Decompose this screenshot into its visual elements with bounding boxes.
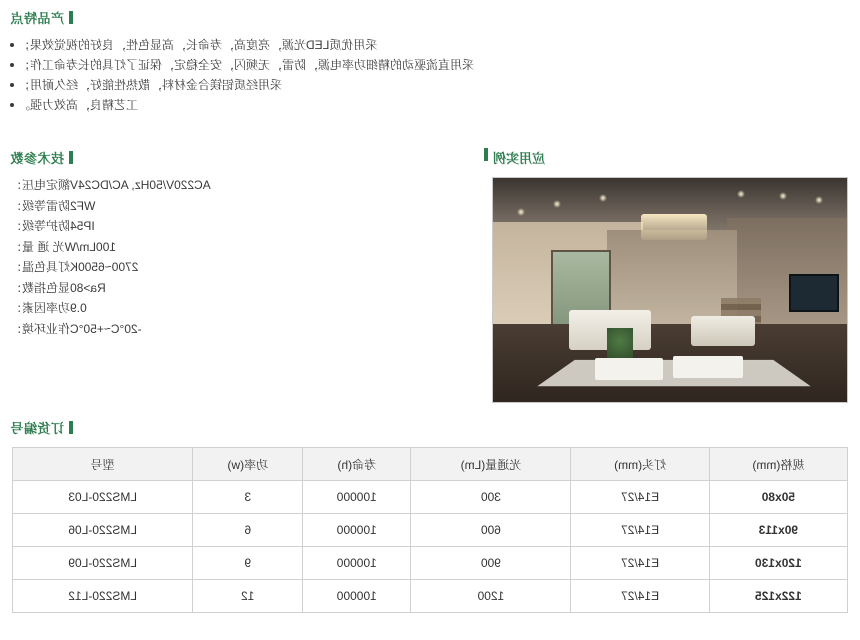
heading-bar-icon (484, 148, 488, 161)
param-row (10, 175, 340, 196)
param-row (10, 196, 340, 217)
product-features-heading-label: 产品特点 (10, 11, 65, 26)
column-header-lamp-base: 灯头(mm) (571, 448, 709, 481)
cell-spec: 90x113 (709, 514, 847, 547)
param-row (10, 278, 340, 299)
column-header-spec: 规格(mm) (709, 448, 847, 481)
param-row (10, 216, 340, 237)
table-row (13, 514, 848, 547)
param-value: Ra>80 (70, 280, 106, 295)
heading-bar-icon (69, 11, 73, 24)
cell-lifetime: 100000 (303, 580, 411, 613)
column-header-luminous-flux: 光通量(Lm) (411, 448, 571, 481)
list-item (10, 35, 860, 55)
photo-chandelier (641, 214, 707, 240)
product-features-heading (10, 8, 860, 27)
order-code-heading (10, 418, 860, 437)
technical-parameters-heading-label: 技术参数 (10, 151, 65, 166)
table-row (13, 481, 848, 514)
feature-text: 采用优质LED光源，亮度高，寿命长，高显色性，良好的视觉效果； (18, 38, 378, 52)
param-value: 0.9 (70, 301, 87, 315)
param-label: 防雷等级： (10, 198, 71, 213)
cell-luminous-flux: 1200 (411, 580, 571, 613)
cell-model: LMS220-L09 (13, 547, 193, 580)
param-label: 光 通 量： (10, 239, 65, 254)
param-label: 功率因素： (10, 301, 71, 315)
cell-lamp-base: E14/27 (571, 514, 709, 547)
cell-lamp-base: E14/27 (571, 481, 709, 514)
photo-downlight (737, 190, 745, 198)
cell-luminous-flux: 300 (411, 481, 571, 514)
product-features-section (0, 8, 860, 115)
photo-downlight (599, 194, 607, 202)
heading-bar-icon (69, 151, 73, 164)
column-header-power: 功率(w) (193, 448, 303, 481)
cell-lifetime: 100000 (303, 481, 411, 514)
list-item (10, 55, 860, 75)
cell-spec: 122x125 (709, 580, 847, 613)
param-label: 显色指数： (10, 280, 71, 295)
cell-power: 9 (193, 547, 303, 580)
feature-text: 采用经质铝镁合金材料，散热性能好，经久耐用； (18, 78, 283, 92)
feature-text: 采用直流驱动的精细功率电源，防雷，无频闪，安全稳定，保证了灯具的长寿命工作； (18, 58, 475, 72)
cell-power: 12 (193, 580, 303, 613)
heading-bar-icon (69, 421, 73, 434)
application-example-heading-label: 应用实例 (493, 151, 546, 166)
table-body (13, 481, 848, 613)
param-value: AC220V/50Hz, AC/DC24V (70, 178, 211, 192)
cell-luminous-flux: 900 (411, 547, 571, 580)
feature-text: 工艺精良，高效力强。 (18, 98, 139, 112)
param-value: WF2 (70, 198, 96, 213)
param-label: 额定电压： (10, 178, 71, 192)
bullet-icon (10, 83, 14, 87)
cell-model: LMS220-L12 (13, 580, 193, 613)
application-example-section (478, 148, 848, 403)
list-item (10, 95, 860, 115)
order-code-table (12, 447, 848, 613)
cell-lifetime: 100000 (303, 514, 411, 547)
order-code-section (0, 418, 860, 613)
cell-spec: 50x80 (709, 481, 847, 514)
param-label: 灯具色温： (10, 260, 71, 274)
order-code-heading-label: 订货编号 (10, 421, 65, 436)
param-row (10, 257, 340, 278)
technical-parameters-section (10, 148, 340, 339)
cell-lifetime: 100000 (303, 547, 411, 580)
interior-living-room-photo (492, 177, 848, 403)
param-row (10, 237, 340, 258)
cell-luminous-flux: 600 (411, 514, 571, 547)
bullet-icon (10, 103, 14, 107)
bullet-icon (10, 43, 14, 47)
param-row (10, 298, 340, 319)
table-row (13, 580, 848, 613)
table-row (13, 547, 848, 580)
photo-coffee-table-left (673, 356, 743, 378)
application-example-heading (478, 148, 848, 167)
param-value: IP54 (70, 219, 95, 233)
photo-downlight (517, 208, 525, 216)
cell-model: LMS220-L06 (13, 514, 193, 547)
product-features-list (10, 35, 860, 115)
param-value: -20°C~+50°C (70, 321, 142, 336)
param-value: 2700~6500K (70, 260, 139, 274)
list-item (10, 75, 860, 95)
photo-downlight (779, 192, 787, 200)
photo-downlight (815, 196, 823, 204)
table-head (13, 448, 848, 481)
table-header-row (13, 448, 848, 481)
cell-lamp-base: E14/27 (571, 547, 709, 580)
param-label: 防护等级： (10, 219, 71, 233)
bullet-icon (10, 63, 14, 67)
technical-parameters-heading (10, 148, 340, 167)
cell-power: 3 (193, 481, 303, 514)
photo-coffee-table-right (595, 358, 663, 380)
param-row (10, 319, 340, 340)
technical-parameters-list (10, 175, 340, 339)
cell-lamp-base: E14/27 (571, 580, 709, 613)
param-label: 作业环境： (10, 321, 71, 336)
cell-power: 6 (193, 514, 303, 547)
cell-spec: 120x130 (709, 547, 847, 580)
photo-downlight (553, 200, 561, 208)
cell-model: LMS220-L03 (13, 481, 193, 514)
column-header-model: 型号 (13, 448, 193, 481)
param-value: 100Lm/W (64, 239, 117, 254)
photo-sofa-left (691, 316, 755, 346)
photo-television (789, 274, 839, 312)
column-header-lifetime: 寿命(h) (303, 448, 411, 481)
